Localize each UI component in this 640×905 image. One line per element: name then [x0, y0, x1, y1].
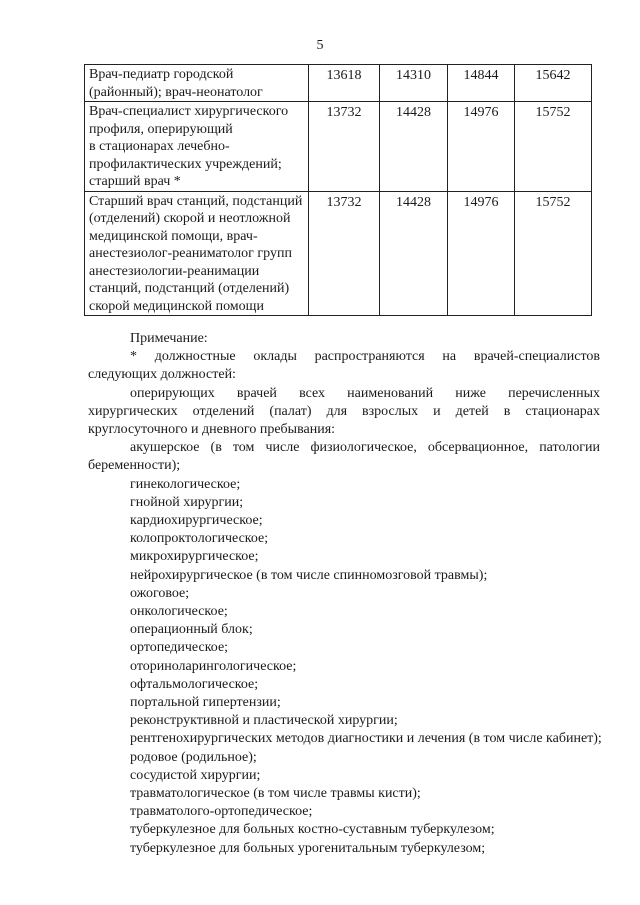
position-cell [85, 191, 309, 316]
position-line: профилактических учреждений; [89, 156, 282, 172]
table-row [85, 65, 592, 102]
note-line: беременности); [88, 458, 181, 474]
salary-value: 14976 [448, 102, 515, 192]
note-line: хирургических отделений (палат) для взрослых и детей в стационарах [88, 403, 600, 419]
position-line: (отделений) скорой и неотложной [89, 211, 291, 226]
department-list-item: ожоговое; [130, 585, 190, 601]
department-list-item: нейрохирургическое (в том числе спинномозговой травмы); [130, 567, 488, 583]
department-list-item: офтальмологическое; [130, 676, 259, 692]
note-line: * должностные оклады распространяются на врачей-специалистов [130, 349, 600, 365]
note-line: акушерское (в том числе физиологическое, обсервационное, патологии [130, 440, 600, 456]
salary-table [84, 64, 592, 316]
position-line: профиля, оперирующий [89, 121, 233, 137]
department-list-item: гинекологическое; [130, 476, 241, 492]
department-list-item: туберкулезное для больных урогенитальным туберкулезом; [130, 840, 486, 856]
note-line: оперирующих врачей всех наименований ниже перечисленных [130, 385, 600, 401]
position-line: скорой медицинской помощи [89, 298, 264, 314]
position-line: анестезиологии-реанимации [89, 263, 260, 279]
position-cell [85, 65, 309, 102]
department-list-item: гнойной хирургии; [130, 494, 244, 510]
salary-value: 14428 [380, 191, 448, 316]
note-heading: Примечание: [130, 331, 208, 346]
salary-value: 13732 [309, 191, 380, 316]
salary-value: 14428 [380, 102, 448, 192]
department-list-item: родовое (родильное); [130, 749, 257, 765]
department-list-item: кардиохирургическое; [130, 513, 263, 529]
salary-value: 15642 [515, 65, 592, 102]
department-list-item: реконструктивной и пластической хирургии; [130, 713, 398, 729]
position-line: анестезиолог-реаниматолог групп [89, 246, 292, 261]
position-line: Врач-специалист хирургического [89, 104, 289, 119]
department-list-item: оториноларингологическое; [130, 658, 297, 674]
position-line: Врач-педиатр городской [89, 67, 234, 82]
page-number: 5 [316, 38, 324, 53]
position-cell [85, 102, 309, 192]
department-list-item: онкологическое; [130, 604, 228, 620]
department-list-item: рентгенохирургических методов диагностики и лечения (в том числе кабинет); [130, 731, 602, 747]
department-list-item: ортопедическое; [130, 640, 229, 656]
note-line: круглосуточного и дневного пребывания: [88, 422, 336, 438]
department-list-item: портальной гипертензии; [130, 695, 281, 711]
position-line: в стационарах лечебно- [89, 139, 230, 154]
position-line: (районный); врач-неонатолог [89, 84, 263, 100]
salary-value: 14844 [448, 65, 515, 102]
department-list-item: микрохирургическое; [130, 549, 259, 565]
salary-value: 14310 [380, 65, 448, 102]
table-row [85, 191, 592, 316]
department-list [88, 476, 600, 858]
position-line: медицинской помощи, врач- [89, 228, 258, 244]
department-list-item: травматологическое (в том числе травмы кисти); [130, 786, 421, 802]
salary-value: 13732 [309, 102, 380, 192]
position-line: старший врач * [89, 174, 181, 189]
position-line: станций, подстанций (отделений) [89, 281, 290, 296]
department-list-item: колопроктологическое; [130, 531, 269, 547]
note-line: следующих должностей: [88, 367, 236, 383]
department-list-item: операционный блок; [130, 622, 253, 638]
department-list-item: травматолого-ортопедическое; [130, 804, 313, 820]
salary-value: 14976 [448, 191, 515, 316]
position-line: Старший врач станций, подстанций [89, 193, 303, 209]
salary-value: 15752 [515, 102, 592, 192]
salary-value: 15752 [515, 191, 592, 316]
salary-value: 13618 [309, 65, 380, 102]
department-list-item: сосудистой хирургии; [130, 767, 261, 783]
table-row [85, 102, 592, 192]
notes-section [88, 330, 600, 858]
department-list-item: туберкулезное для больных костно-суставным туберкулезом; [130, 822, 495, 838]
